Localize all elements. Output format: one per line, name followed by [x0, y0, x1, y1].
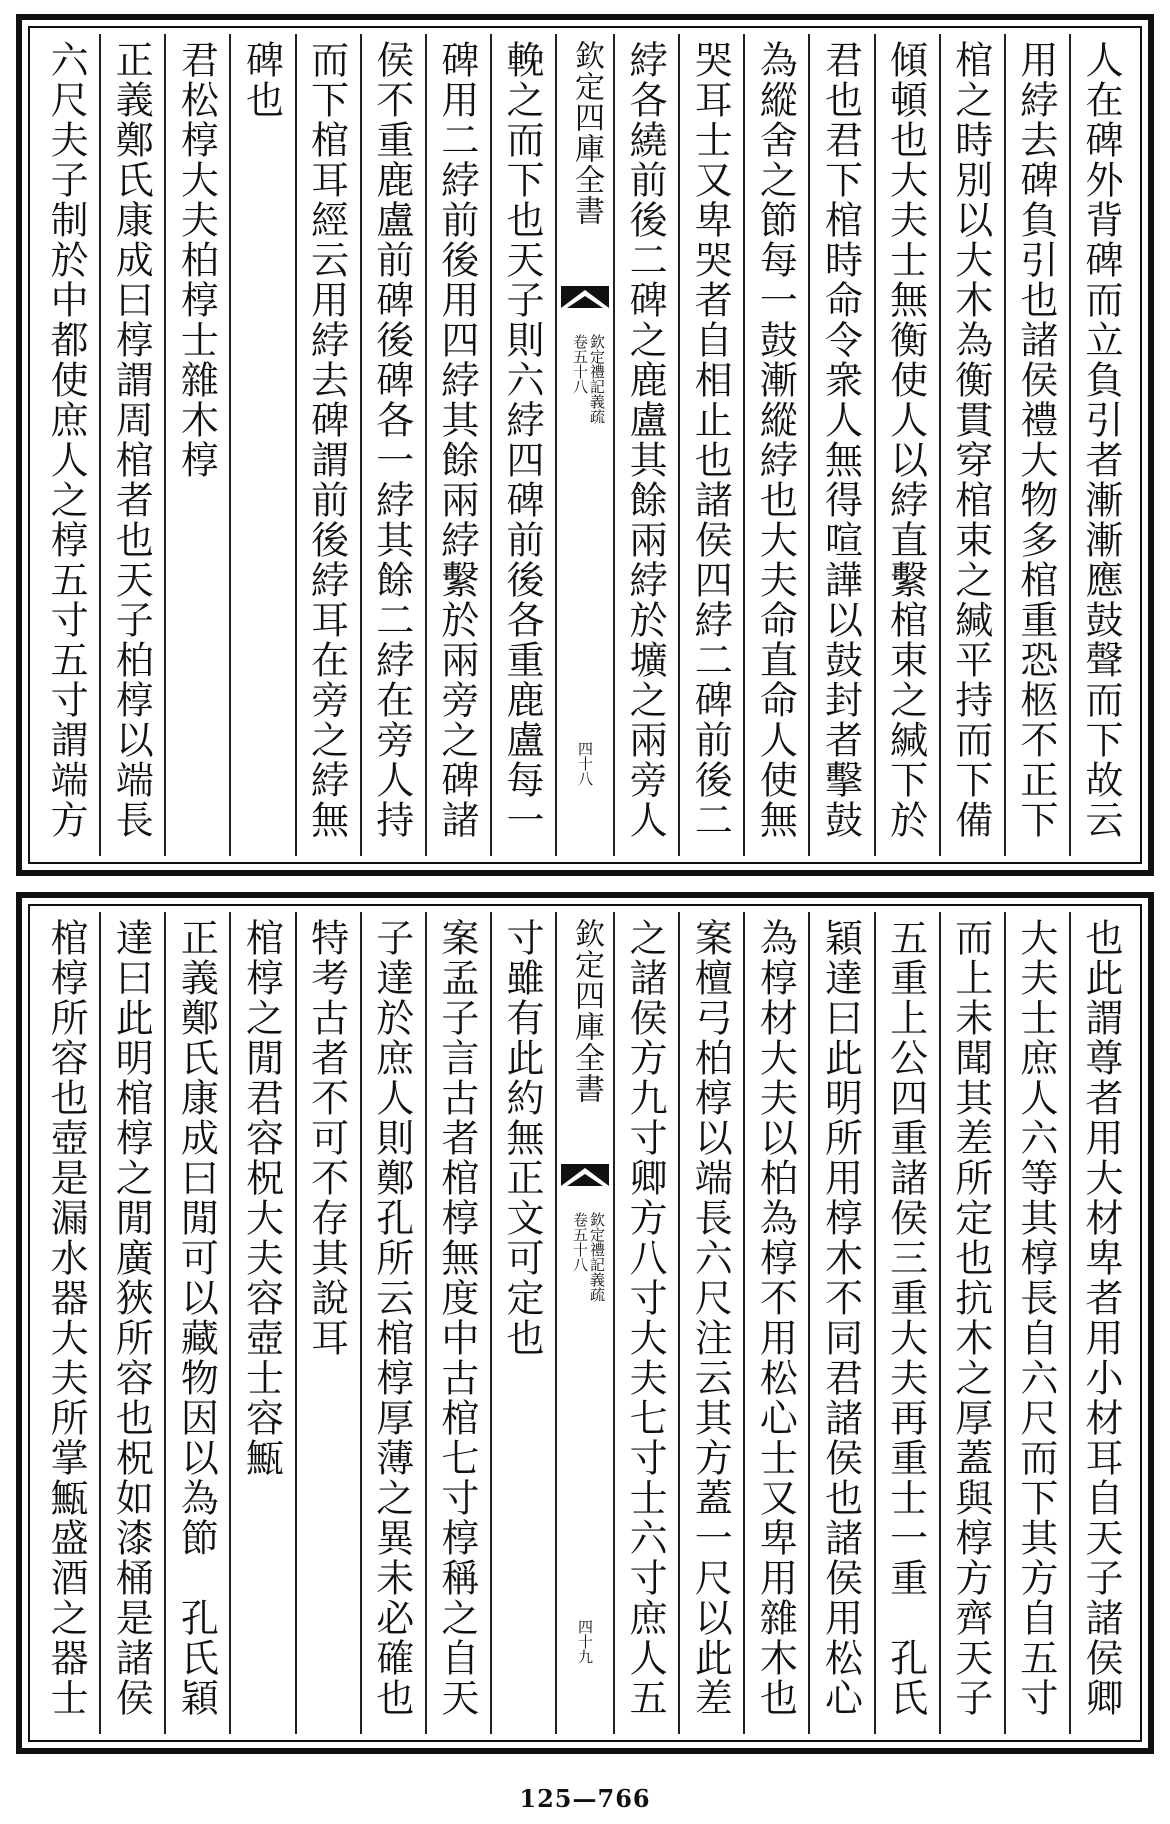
text-column: 碑用二綍前後用四綍其餘兩綍繫於兩旁之碑諸 — [425, 34, 490, 856]
text-column: 正義鄭氏康成曰椁謂周棺者也天子柏椁以端長 — [99, 34, 164, 856]
text-column: 綍各繞前後二碑之鹿盧其餘兩綍於壙之兩旁人 — [613, 34, 678, 856]
page-bottom-columns — [36, 912, 1134, 1734]
page-top — [16, 14, 1154, 876]
text-column: 大夫士庶人六等其椁長自六尺而下其方自五寸 — [1004, 912, 1069, 1734]
text-column: 為縱舍之節每一鼓漸縱綍也大夫命直命人使無 — [743, 34, 808, 856]
text-column: 哭耳士又卑哭者自相止也諸侯四綍二碑前後二 — [678, 34, 743, 856]
text-column: 君松椁大夫柏椁士雜木椁 — [164, 34, 229, 856]
center-spine — [555, 34, 613, 856]
text-column: 案孟子言古者棺椁無度中古棺七寸椁稱之自天 — [425, 912, 490, 1734]
text-column: 而上未聞其差所定也抗木之厚蓋與椁方齊天子 — [939, 912, 1004, 1734]
text-column: 棺椁之閒君容柷大夫容壺士容甒 — [229, 912, 294, 1734]
text-column: 寸雖有此約無正文可定也 — [490, 912, 555, 1734]
text-column: 侯不重鹿盧前碑後碑各一綍其餘二綍在旁人持 — [360, 34, 425, 856]
text-column: 子達於庶人則鄭孔所云棺椁厚薄之異未必確也 — [360, 912, 425, 1734]
text-column: 人在碑外背碑而立負引者漸漸應鼓聲而下故云 — [1069, 34, 1134, 856]
fish-tail-mark-icon — [561, 286, 609, 308]
text-column: 案檀弓柏椁以端長六尺注云其方蓋一尺以此差 — [678, 912, 743, 1734]
text-column: 用綍去碑負引也諸侯禮大物多棺重恐柩不正下 — [1004, 34, 1069, 856]
volume-title — [571, 1212, 605, 1302]
text-column: 穎達曰此明所用椁木不同君諸侯也諸侯用松心 — [808, 912, 873, 1734]
text-column: 六尺夫子制於中都使庶人之椁五寸五寸謂端方 — [44, 40, 89, 840]
text-column: 輓之而下也天子則六綍四碑前後各重鹿盧每一 — [490, 34, 555, 856]
folio-number: 四十九 — [576, 1619, 594, 1664]
folio-number: 四十八 — [576, 741, 594, 786]
text-column: 五重上公四重諸侯三重大夫再重士一重 孔氏 — [874, 912, 939, 1734]
text-column: 也此謂尊者用大材卑者用小材耳自天子諸侯卿 — [1069, 912, 1134, 1734]
text-column: 君也君下棺時命令衆人無得喧譁以鼓封者擊鼓 — [808, 34, 873, 856]
text-column: 碑也 — [229, 34, 294, 856]
text-column: 傾頓也大夫士無衡使人以綍直繫棺束之緘下於 — [874, 34, 939, 856]
volume-number: 卷五十八 — [571, 1212, 589, 1272]
fish-tail-mark-icon — [561, 1164, 609, 1186]
book-title: 欽定四庫全書 — [569, 40, 604, 226]
text-column: 達曰此明棺椁之閒廣狹所容也柷如漆桶是諸侯 — [99, 912, 164, 1734]
page-reference-number: 125—766 — [519, 1784, 651, 1813]
volume-title-line: 欽定禮記義疏 — [588, 334, 606, 424]
center-spine — [555, 912, 613, 1734]
page-bottom — [16, 892, 1154, 1754]
volume-title — [571, 334, 605, 424]
text-column: 之諸侯方九寸卿方八寸大夫七寸士六寸庶人五 — [613, 912, 678, 1734]
book-title: 欽定四庫全書 — [569, 918, 604, 1104]
text-column: 棺之時別以大木為衡貫穿棺束之緘平持而下備 — [939, 34, 1004, 856]
text-column: 特考古者不可不存其說耳 — [295, 912, 360, 1734]
text-column: 而下棺耳經云用綍去碑謂前後綍耳在旁之綍無 — [295, 34, 360, 856]
volume-title-line: 欽定禮記義疏 — [588, 1212, 606, 1302]
text-column: 為椁材大夫以柏為椁不用松心士又卑用雜木也 — [743, 912, 808, 1734]
page-top-columns — [36, 34, 1134, 856]
volume-number: 卷五十八 — [571, 334, 589, 394]
text-column: 棺椁所容也壺是漏水器大夫所掌甒盛酒之器士 — [44, 918, 89, 1718]
text-column: 正義鄭氏康成曰閒可以藏物因以為節 孔氏穎 — [164, 912, 229, 1734]
